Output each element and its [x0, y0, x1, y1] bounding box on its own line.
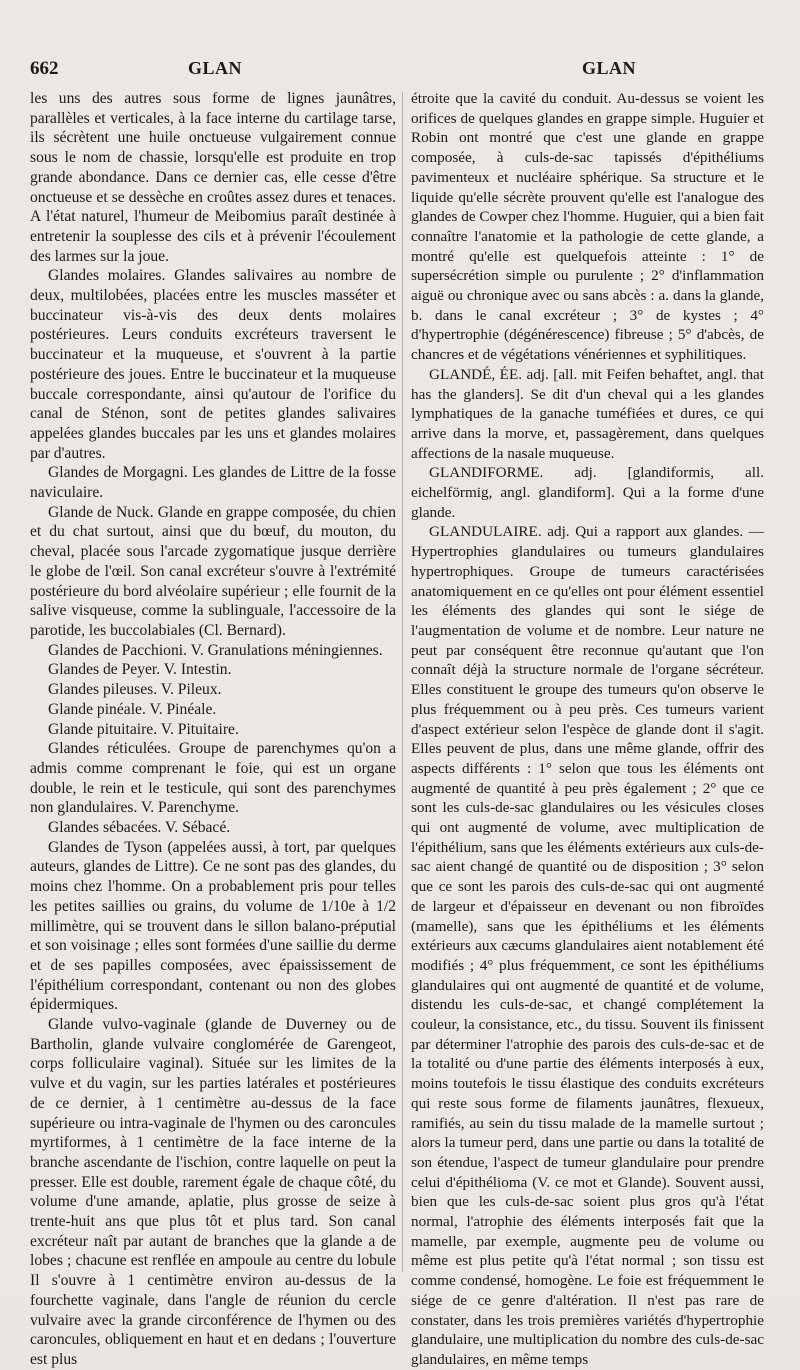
entry-glandes-sebacees: Glandes sébacées. V. Sébacé.	[48, 819, 231, 837]
entry-glandes-de-tyson: Glandes de Tyson (appelées aussi, à tort, par quelques auteurs, glandes de Littre). Ce ne sont pas des glandes, du moins chez l'homme. On a probablement pris pour telles les petites saillies ou grains, du volume de 1/10e à 1/2 millimètre, qui se trouvent dans le sillon balano-préputial et son voisinage ; elles sont formées d'une saillie du derme et de ses papilles composées, avec épaississement de l'épithélium correspondant, contenant ou non des globes épidermiques.	[30, 838, 396, 1014]
entry-glandes-pileuses: Glandes pileuses. V. Pileux.	[48, 681, 222, 699]
entry-glandes-de-peyer: Glandes de Peyer. V. Intestin.	[48, 661, 232, 679]
entry-glandes-molaires: Glandes molaires. Glandes salivaires au nombre de deux, multilobées, placées entre les muscles masséter et buccinateur vis-à-vis des deux dents molaires postérieures. Leurs conduits excréteurs traversent le buccinateur et la muqueuse, et s'ouvrent à la partie postérieure des joues. Entre le buccinateur et la muqueuse buccale correspondante, ainsi qu'autour de l'orifice du canal de Sténon, sont de petites glandes salivaires appelées glandes buccales par les uns et glandes molaires par d'autres.	[30, 267, 396, 462]
right-running-head: GLAN	[582, 58, 637, 78]
left-column	[30, 89, 396, 1368]
paragraph: les uns des autres sous forme de lignes jaunâtres, parallèles et verticales, à la face interne du cartilage tarse, ils sécrètent une huile onctueuse vulgairement connue sous le nom de chassie, lorsqu'elle est produite en trop grande abondance. Dans ce dernier cas, elle cesse d'être onctueuse et se dessèche en croûtes assez dures et tenaces. A l'état naturel, l'humeur de Meibomius paraît destinée à entretenir la souplesse des cils et à prévenir l'écoulement des larmes sur la joue.	[30, 90, 396, 265]
entry-glande-vulvo-vaginale: Glande vulvo-vaginale (glande de Duverney ou de Bartholin, glande vulvaire conglomérée de Garengeot, corps folliculaire vaginal). Située sur les limites de la vulve et du vagin, sur les parties latérales et postérieures de ce dernier, à 1 centimètre au-dessus de la face supérieure ou intra-vaginale de l'hymen ou des caroncules myrtiformes, à 1 centimètre de la face interne de la branche ascendante de l'ischion, contre laquelle on peut la presser. Elle est double, rarement égale de chaque côté, du volume d'une amande, aplatie, plus grosse de seize à trente-huit ans que plus tôt et plus tard. Son canal excréteur naît par autant de branches que la glande a de lobes ; chacune est renflée en ampoule au centre du lobule Il s'ouvre à 1 centimètre environ au-dessus de la fourchette vaginale, dans l'angle de réunion du cercle vulvaire avec la grande circonférence de l'hymen ou des caroncules, obliquement en haut et en dedans ; l'ouverture est plus	[30, 1016, 396, 1368]
entry-glande-de-nuck: Glande de Nuck. Glande en grappe composée, du chien et du chat surtout, ainsi que du bœuf, du mouton, du cheval, placée sous l'arcade zygomatique jusque derrière le globe de l'œil. Son canal excréteur s'ouvre à l'extrémité postérieure du bord alvéolaire supérieur ; elle fournit de la salive visqueuse, comme la sublinguale, l'accessoire de la parotide, les buccolabiales (Cl. Bernard).	[30, 503, 396, 639]
page-number: 662	[30, 58, 59, 79]
left-running-head: GLAN	[188, 58, 243, 78]
entry-glande-ee: GLANDÉ, ÉE. adj. [all. mit Feifen behaftet, angl. that has the glanders]. Se dit d'un cheval qui a les glandes lymphatiques de la ganache tuméfiées et dures, ce qui arrive dans la morve, et, passagèrement, dans quelques affections de la nasale muqueuse.	[411, 365, 764, 462]
entry-glandes-de-pacchioni: Glandes de Pacchioni. V. Granulations méningiennes.	[48, 641, 383, 659]
entry-glandes-reticulees: Glandes réticulées. Groupe de parenchymes qu'on a admis comme comprenant le foie, qui est un organe double, le rein et le testicule, qui sont des parenchymes non glandulaires. V. Parenchyme.	[30, 740, 396, 817]
entry-glande-pineale: Glande pinéale. V. Pinéale.	[48, 700, 217, 718]
column-divider	[402, 92, 403, 1272]
right-column	[411, 89, 764, 1368]
entry-glandulaire: GLANDULAIRE. adj. Qui a rapport aux glandes. — Hypertrophies glandulaires ou tumeurs glandulaires hypertrophiques. Groupe de tumeurs caractérisées anatomiquement en ce qu'elles ont pour élément essentiel les éléments des glandes qui sont le siége de l'augmentation de volume et de nombre. Leur nature ne peut par conséquent être reconnue qu'autant que l'on connaît déjà la structure normale de l'organe sécréteur. Elles constituent le groupe des tumeurs qu'on observe le plus fréquemment ou à peu près. Ces tumeurs varient d'aspect extérieur selon l'espèce de glande dont il s'agit. Elles peuvent de plus, dans une même glande, offrir des aspects différents : 1° selon que tous les éléments ont augmenté de quantité à peu près également ; 2° que ce sont les culs-de-sac glandulaires ou les vésicules closes qui ont augmenté de volume, avec multiplication de l'épithélium, sans que les éléments extérieurs aux culs-de-sac aient changé de quantité ou de disposition ; 3° selon que ce sont les parois des culs-de-sac qui ont augmenté de largeur et d'épaisseur en devenant ou non fibroïdes (mamelle), sans que les épithéliums et les éléments extérieurs aux cæcums glandulaires aient notablement été modifiés ; 4° plus fréquemment, ce sont les épithéliums glandulaires qui ont augmenté de quantité et de volume, distendu les culs-de-sac, et changé complétement la couleur, la consistance, etc., du tissu. Souvent ils finissent par déterminer l'atrophie des parois des culs-de-sac et de la totalité ou d'une partie des éléments interposés à eux, moins toutefois le tissu élastique des conduits excréteurs qui reste sous forme de filaments jaunâtres, flexueux, ramifiés, au sein du tissu malade de la mamelle surtout ; alors la tumeur perd, dans une partie ou dans la totalité de son étendue, l'aspect de tumeur glandulaire pour prendre celui d'épithélioma (V. ce mot et Glande). Souvent aussi, bien que les culs-de-sac soient plus gros qu'à l'état normal, l'atrophie des éléments interposés fait que la mamelle, par exemple, augmente peu de volume ou même est plus petite qu'à l'état normal ; son tissu est comme condensé, homogène. Le foie est fréquemment le siége de ce genre d'altération. Il n'est pas rare de constater, dans les trois premières variétés d'hypertrophie glandulaire, une multiplication du nombre des culs-de-sac glandulaires, en même temps	[411, 523, 764, 1368]
entry-glandiforme: GLANDIFORME. adj. [glandiformis, all. eichelförmig, angl. glandiform]. Qui a la forme d'une glande.	[411, 464, 764, 521]
entry-glandes-de-morgagni: Glandes de Morgagni. Les glandes de Littre de la fosse naviculaire.	[30, 464, 396, 502]
running-header	[0, 58, 800, 84]
entry-glande-pituitaire: Glande pituitaire. V. Pituitaire.	[48, 720, 239, 738]
paragraph: étroite que la cavité du conduit. Au-dessus se voient les orifices de quelques glandes en grappe simple. Huguier et Robin ont montré que c'est une glande en grappe composée, à culs-de-sac tapissés d'épithéliums pavimenteux et nucléaire sphérique. Sa structure et le liquide qu'elle sécrète prouvent qu'elle est l'analogue des glandes de Cowper chez l'homme. Huguier, qui a bien fait connaître l'anatomie et la pathologie de cette glande, a montré qu'elle est quelquefois atteinte : 1° de supersécrétion simple ou purulente ; 2° d'inflammation aiguë ou chronique avec ou sans abcès : a. dans la glande, b. dans le canal excréteur ; 3° de kystes ; 4° d'hypertrophie (dégénérescence) fibreuse ; 5° d'abcès, de chancres et de végétations vénériennes et syphilitiques.	[411, 90, 764, 364]
